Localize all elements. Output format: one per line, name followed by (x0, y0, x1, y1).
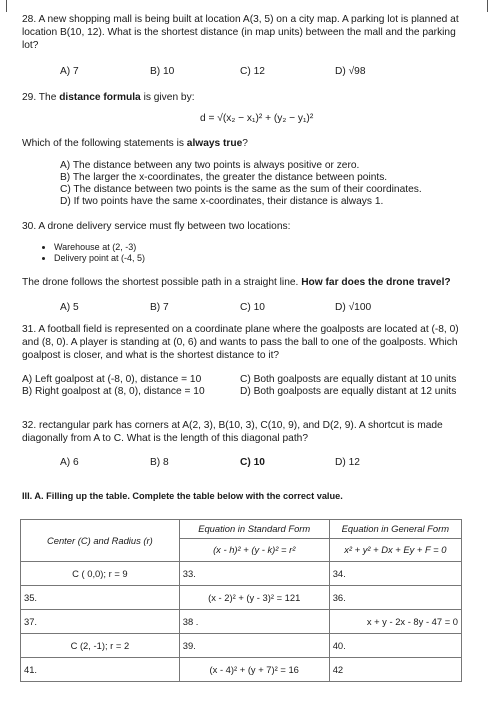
q31-line1: 31. A football field is represented on a coordinate plane where the goalposts are located at (-8, 0) (22, 324, 459, 335)
circle-equation-table (20, 519, 462, 682)
q30-options (60, 302, 460, 316)
cell-center-radius[interactable]: 37. (21, 610, 180, 634)
q28-option-c[interactable]: C) 12 (240, 66, 265, 77)
cell-center-radius[interactable]: 35. (21, 586, 180, 610)
q31-line3: goalpost is closer, and what is the shortest distance to it? (22, 349, 280, 361)
q29-bold-term: distance formula (59, 92, 141, 103)
cell-general[interactable]: 42 (329, 658, 461, 682)
table-row (21, 562, 462, 586)
q31-option-b[interactable]: B) Right goalpost at (8, 0), distance = 10 (22, 386, 205, 397)
q28-line1: 28. A new shopping mall is being built at location A(3, 5) on a city map. A parking lot is planned at (22, 14, 459, 25)
q29-choice-b[interactable]: B) The larger the x-coordinates, the greater the distance between points. (60, 172, 388, 183)
cell-general[interactable]: 40. (329, 634, 461, 658)
header-general-form: Equation in General Form (329, 520, 461, 539)
q29-choices (60, 160, 480, 208)
q30-option-d[interactable]: D) √100 (335, 302, 372, 313)
q32-line1: 32. rectangular park has corners at A(2, 3), B(10, 3), C(10, 9), and D(2, 9). A shortcut is made (22, 420, 443, 431)
table-row (21, 586, 462, 610)
bullet-delivery-point: Delivery point at (-4, 5) (40, 253, 340, 264)
q30-option-c[interactable]: C) 10 (240, 302, 265, 313)
q31-option-c[interactable]: C) Both goalposts are equally distant at 10 units (240, 374, 457, 385)
q28-option-a[interactable]: A) 7 (60, 66, 79, 77)
table-header-row (21, 520, 462, 539)
q28-line2: location B(10, 12). What is the shortest distance (in map units) between the mall and the parking (22, 26, 456, 38)
cell-center-radius[interactable]: 41. (21, 658, 180, 682)
q28-options (60, 66, 460, 80)
question-28 (22, 14, 472, 52)
q32-option-d[interactable]: D) 12 (335, 457, 360, 468)
q29-question: Which of the following statements is always true? (22, 138, 248, 149)
q29-choice-d[interactable]: D) If two points have the same x-coordinates, their distance is always 1. (60, 196, 384, 207)
q32-line2: diagonally from A to C. What is the length of this diagonal path? (22, 432, 308, 444)
cell-general[interactable]: 34. (329, 562, 461, 586)
q28-line3: lot? (22, 39, 39, 51)
q31-option-a[interactable]: A) Left goalpost at (-8, 0), distance = 10 (22, 374, 202, 385)
crop-mark-left (6, 0, 7, 12)
q29-choice-a[interactable]: A) The distance between any two points is always positive or zero. (60, 160, 360, 171)
table-row (21, 658, 462, 682)
q31-option-d[interactable]: D) Both goalposts are equally distant at 12 units (240, 386, 457, 397)
header-center-radius: Center (C) and Radius (r) (21, 520, 180, 562)
standard-form-formula: (x - h)² + (y - k)² = r² (179, 539, 329, 562)
cell-standard: (x - 2)² + (y - 3)² = 121 (179, 586, 329, 610)
q32-option-b[interactable]: B) 8 (150, 457, 169, 468)
bullet-warehouse: Warehouse at (2, -3) (40, 242, 340, 253)
cell-standard[interactable]: 39. (179, 634, 329, 658)
section-heading: III. A. Filling up the table. Complete the table below with the correct value. (22, 491, 343, 501)
table-row (21, 634, 462, 658)
q30-option-a[interactable]: A) 5 (60, 302, 79, 313)
q30-locations (40, 242, 340, 264)
question-31 (22, 324, 472, 362)
cell-standard[interactable]: 33. (179, 562, 329, 586)
q32-option-c[interactable]: C) 10 (240, 457, 265, 468)
q28-option-d[interactable]: D) √98 (335, 66, 366, 77)
cell-center-radius: C (2, -1); r = 2 (21, 634, 180, 658)
question-29: 29. The distance formula is given by: (22, 92, 195, 103)
cell-general[interactable]: 36. (329, 586, 461, 610)
general-form-formula: x² + y² + Dx + Ey + F = 0 (329, 539, 461, 562)
q32-option-a[interactable]: A) 6 (60, 457, 79, 468)
question-32 (22, 420, 472, 446)
cell-general: x + y - 2x - 8y - 47 = 0 (329, 610, 461, 634)
q30-question: The drone follows the shortest possible path in a straight line. How far does the drone travel? (22, 277, 451, 288)
q30-option-b[interactable]: B) 7 (150, 302, 169, 313)
q32-options (60, 457, 460, 471)
cell-standard: (x - 4)² + (y + 7)² = 16 (179, 658, 329, 682)
table-row (21, 610, 462, 634)
q31-line2: and (8, 0). A player is standing at (0, 6) and wants to pass the ball to one of the goalposts. Which (22, 336, 458, 348)
header-standard-form: Equation in Standard Form (179, 520, 329, 539)
distance-formula: d = √(x₂ − x₁)² + (y₂ − y₁)² (200, 113, 314, 124)
q28-option-b[interactable]: B) 10 (150, 66, 175, 77)
cell-standard[interactable]: 38 . (179, 610, 329, 634)
cell-center-radius: C ( 0,0); r = 9 (21, 562, 180, 586)
q29-choice-c[interactable]: C) The distance between two points is the same as the sum of their coordinates. (60, 184, 422, 195)
crop-mark-right (487, 0, 488, 12)
question-30-intro: 30. A drone delivery service must fly between two locations: (22, 221, 291, 232)
